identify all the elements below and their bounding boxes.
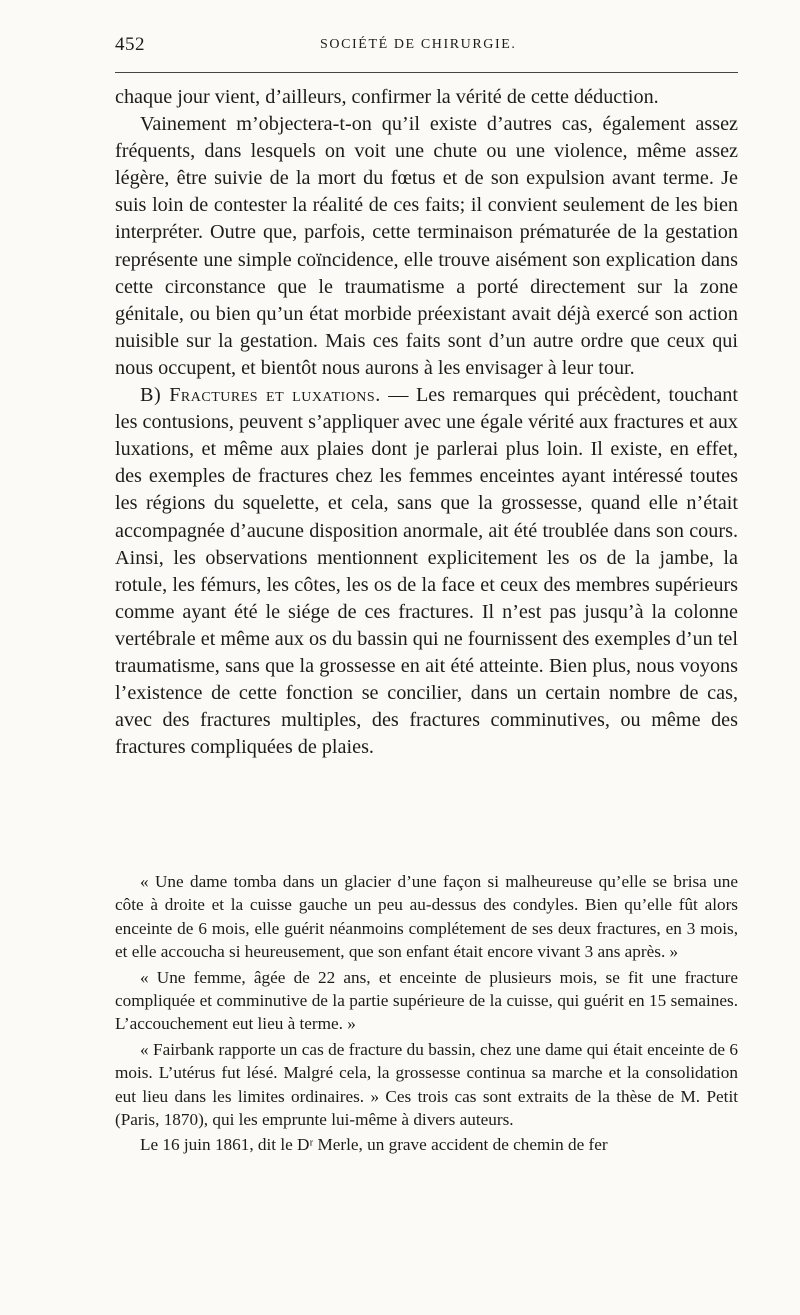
running-head [115,30,738,60]
quote-fairbank: « Fairbank rapporte un cas de fracture du bassin, chez une dame qui était enceinte de 6 mois. L’utérus fut lésé. Malgré cela, la grossesse continua sa marche et la consolidation eut lieu dans les limites ordinaires. » Ces trois cas sont extraits de la thèse de M. Petit (Paris, 1870), qui les emprunte lui-même à divers auteurs. [115,1039,738,1130]
paragraph-fractures [115,382,738,761]
heading-dash: — [380,384,416,407]
paragraph-vainement: Vainement m’objectera-t-on qu’il existe d’autres cas, également assez fréquents, dans lesquels on voit une chute ou une violence, même assez légère, être suivie de la mort du fœtus et de son expulsion avant terme. Je suis loin de contester la réalité de ces faits; il convient seulement de les bien interpréter. Outre que, parfois, cette terminaison prématurée de la gestation représente une simple coïncidence, elle trouve aisément son explication dans cette circonstance que le traumatisme a porté directement sur la zone génitale, ou bien qu’un état morbide préexistant avait déjà exercé son action nuisible sur la gestation. Mais ces faits sont d’un autre ordre que ceux qui nous occupent, et bientôt nous aurons à les envisager à leur tour. [115,113,738,379]
paragraph-continuation: chaque jour vient, d’ailleurs, confirmer la vérité de cette déduction. [115,86,659,108]
page-number: 452 [115,34,145,55]
quoted-cases [115,870,738,1159]
header-rule [115,72,738,73]
quote-merle: Le 16 juin 1861, dit le Dʳ Merle, un grave accident de chemin de fer [140,1135,608,1155]
running-title: SOCIÉTÉ DE CHIRURGIE. [320,37,517,52]
quote-femme: « Une femme, âgée de 22 ans, et enceinte de plusieurs mois, se fit une fracture compliquée et comminutive de la partie supérieure de la cuisse, qui guérit en 15 semaines. L’accouchement eut lieu à terme. » [115,967,738,1034]
quote-glacier: « Une dame tomba dans un glacier d’une façon si malheureuse qu’elle se brisa une côte à droite et la cuisse gauche un peu au-dessus des condyles. Bien qu’elle fût alors enceinte de 6 mois, elle guérit néanmoins complétement de ses deux fractures, en 3 mois, et elle accoucha si heureusement, que son enfant était encore vivant 3 ans après. » [115,872,738,962]
main-text [115,84,738,761]
section-heading: B) Fractures et luxations. [140,384,381,407]
paragraph-fractures-text: Les remarques qui précèdent, touchant les contusions, peuvent s’appliquer avec une égale vérité aux fractures et aux luxations, et même aux plaies dont je parlerai plus loin. Il existe, en effet, des exemples de fractures chez les femmes enceintes ayant intéressé toutes les régions du squelette, et cela, sans que la grossesse, quand elle n’était accompagnée d’aucune disposition anormale, ait été troublée dans son cours. Ainsi, les observations mentionnent explicitement les os de la jambe, la rotule, les fémurs, les côtes, les os de la face et ceux des membres supérieurs comme ayant été le siége de ces fractures. Il n’est pas jusqu’à la colonne vertébrale et même aux os du bassin qui ne fournissent des exemples d’un tel traumatisme, sans que la grossesse en ait été atteinte. Bien plus, nous voyons l’existence de cette fonction se concilier, dans un certain nombre de cas, avec des fractures multiples, des fractures comminutives, ou même des fractures compliquées de plaies. [115,384,739,759]
